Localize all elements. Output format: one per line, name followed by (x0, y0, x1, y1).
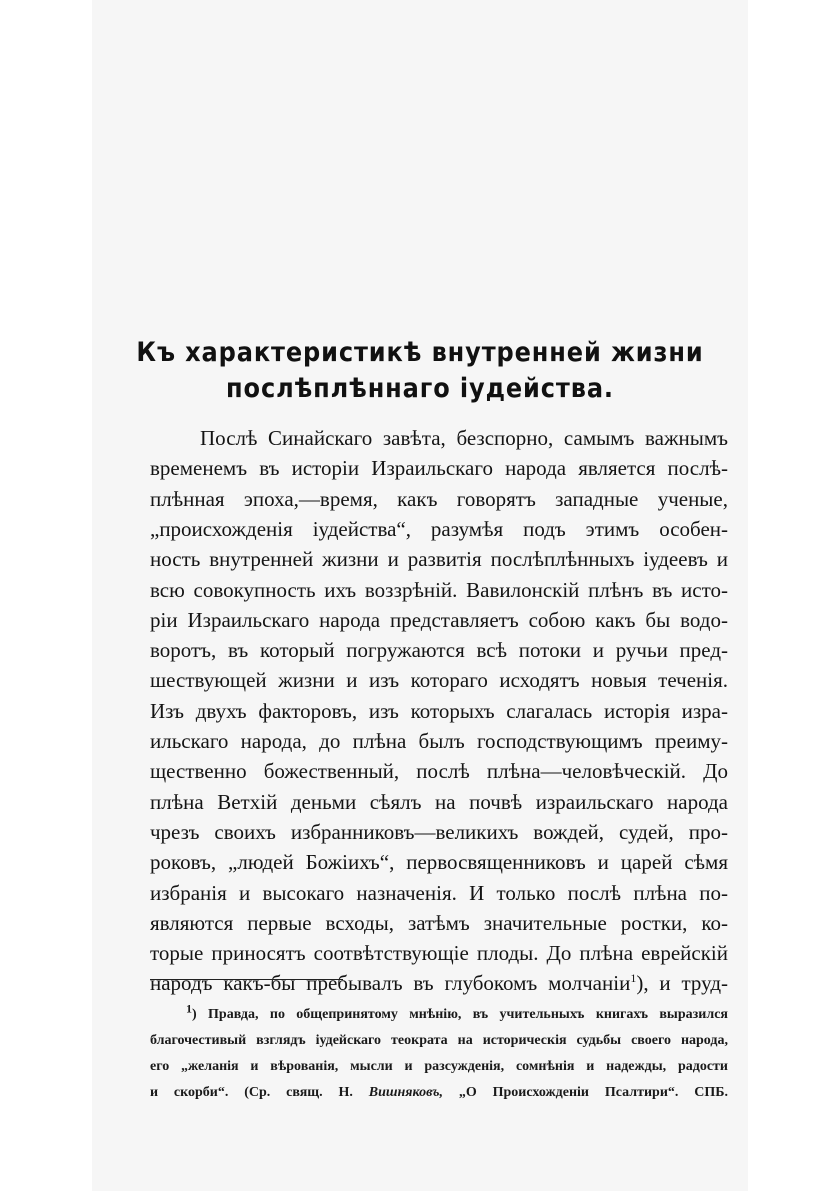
chapter-title-line-1: Къ характеристикѣ внутренней жизни (136, 337, 704, 368)
footnote-line-4 (150, 1081, 728, 1105)
body-line: ильскаго народа, до плѣна былъ господствующимъ преиму- (150, 729, 728, 753)
body-text: народъ какъ-бы пребывалъ въ глубокомъ молчаніи (150, 971, 631, 996)
footnote-author: Вишняковъ, (368, 1085, 444, 1100)
body-line: плѣнная эпоха,—время, какъ говорятъ западные ученые, (150, 486, 728, 511)
body-line: щественно божественный, послѣ плѣна—человѣческій. До (150, 759, 728, 784)
body-line: ріи Израильскаго народа представляетъ собою какъ бы водо- (150, 607, 728, 632)
body-line: „происхожденія іудейства“, разумѣя подъ этимъ особен- (150, 516, 728, 541)
footnote-line-1 (186, 1003, 728, 1027)
body-line: воротъ, въ который погружаются всѣ потоки и ручьи пред- (150, 638, 728, 663)
footnote-line-2: благочестивый взглядъ іудейскаго теократа на историческія судьбы своего народа, (150, 1033, 728, 1048)
body-line-last (150, 966, 728, 1000)
body-line: чрезъ своихъ избранниковъ—великихъ вождей, судей, про- (150, 819, 728, 844)
body-line: роковъ, „людей Божіихъ“, первосвященниковъ и царей сѣмя (150, 850, 728, 875)
body-line: торые приносятъ соотвѣтствующіе плоды. До плѣна еврейскій (150, 941, 728, 966)
body-line: Послѣ Синайскаго завѣта, безспорно, самымъ важнымъ (200, 426, 728, 450)
footnote-text: ) Правда, по общепринятому мнѣнію, въ учительныхъ книгахъ выразился (192, 1007, 728, 1022)
body-line: являются первые всходы, затѣмъ значительные ростки, ко- (150, 910, 728, 935)
body-line: плѣна Ветхій деньми сѣялъ на почвѣ израильскаго народа (150, 789, 728, 814)
footnote-citation-start: и скорби“. (Ср. свящ. Н. (150, 1085, 353, 1100)
scan-margin-right (748, 0, 840, 1191)
body-line: ность внутренней жизни и развитія послѣплѣнныхъ іудеевъ и (150, 547, 728, 572)
body-line: Изъ двухъ факторовъ, изъ которыхъ слагалась исторія изра- (150, 698, 728, 723)
body-line: избранія и высокаго назначенія. И только послѣ плѣна по- (150, 880, 728, 905)
body-text: ), и труд- (636, 971, 728, 996)
chapter-title-line-2: послѣплѣннаго іудейства. (226, 373, 614, 404)
body-line: всю совокупность ихъ воззрѣній. Вавилонскій плѣнъ въ исто- (150, 577, 728, 602)
footnote-line-3: его „желанія и вѣрованія, мысли и разсужденія, сомнѣнія и надежды, радости (150, 1059, 728, 1074)
body-line: шествующей жизни и изъ котораго исходятъ новыя теченія. (150, 668, 728, 693)
footnote-citation-title: „О Происхожденіи Псалтири“. СПБ. (458, 1085, 728, 1100)
scan-margin-left (0, 0, 92, 1191)
footnote-separator (150, 979, 343, 980)
footnote-marker: 1 (186, 1001, 192, 1016)
footnote-reference: 1 (630, 971, 637, 986)
body-line: временемъ въ исторіи Израильскаго народа является послѣ- (150, 456, 728, 481)
